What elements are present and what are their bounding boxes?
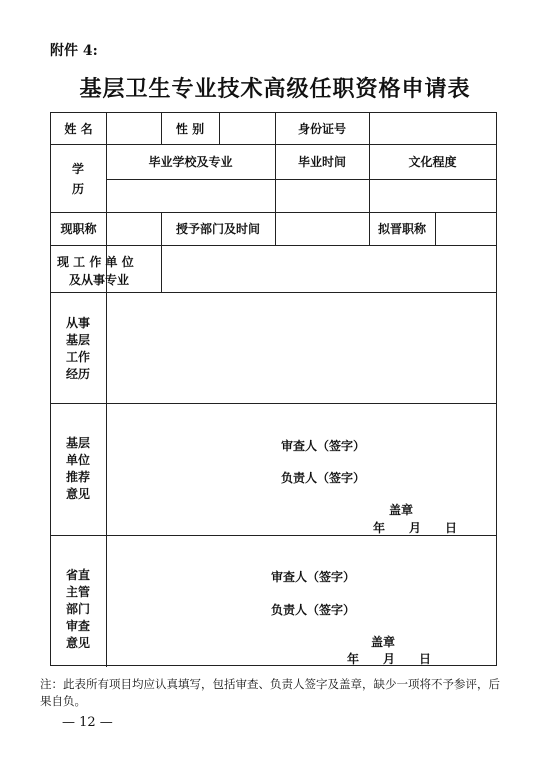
application-form-table — [50, 112, 497, 666]
label-unit-opinion: 基层单位推荐意见 — [65, 436, 90, 501]
label-degree: 文化程度 — [408, 155, 457, 169]
label-work-unit-1: 现 工 作 单 位 — [57, 255, 134, 269]
page-number: — 12 — — [62, 715, 113, 730]
unit-seal: 盖章 — [389, 503, 414, 517]
row-line — [106, 179, 496, 180]
unit-date: 年 月 日 — [373, 521, 458, 535]
col-line — [106, 113, 107, 667]
label-name: 姓 名 — [64, 122, 93, 136]
provincial-responsible-signature: 负责人（签字） — [271, 603, 356, 617]
label-experience: 从事基层工作经历 — [65, 316, 90, 381]
row-line — [51, 245, 496, 246]
label-education-1: 学 — [71, 162, 84, 176]
label-work-unit-2: 及从事专业 — [69, 273, 130, 287]
unit-responsible-signature: 负责人（签字） — [281, 471, 366, 485]
label-provincial-opinion: 省直主管部门审查意见 — [65, 568, 90, 650]
label-graduation-time: 毕业时间 — [297, 155, 346, 169]
label-education-2: 历 — [71, 182, 84, 196]
label-current-title: 现职称 — [60, 222, 97, 236]
col-line — [161, 245, 162, 292]
col-line — [219, 113, 220, 144]
footnote: 注：此表所有项目均应认真填写，包括审查、负责人签字及盖章，缺少一项将不予参评，后果自负。 — [40, 677, 500, 708]
col-line — [435, 212, 436, 245]
row-line — [51, 292, 496, 293]
label-id-number: 身份证号 — [297, 122, 346, 136]
label-school-major: 毕业学校及专业 — [148, 155, 233, 169]
attachment-label: 附件 4: — [50, 43, 98, 59]
provincial-seal: 盖章 — [371, 635, 396, 649]
form-title: 基层卫生专业技术高级任职资格申请表 — [79, 76, 471, 102]
label-grant-dept-time: 授予部门及时间 — [175, 222, 260, 236]
provincial-date: 年 月 日 — [347, 652, 432, 666]
label-proposed-title: 拟晋职称 — [377, 222, 426, 236]
provincial-reviewer-signature: 审查人（签字） — [271, 570, 356, 584]
label-gender: 性 别 — [175, 122, 205, 136]
unit-reviewer-signature: 审查人（签字） — [281, 439, 366, 453]
row-line — [51, 403, 496, 404]
